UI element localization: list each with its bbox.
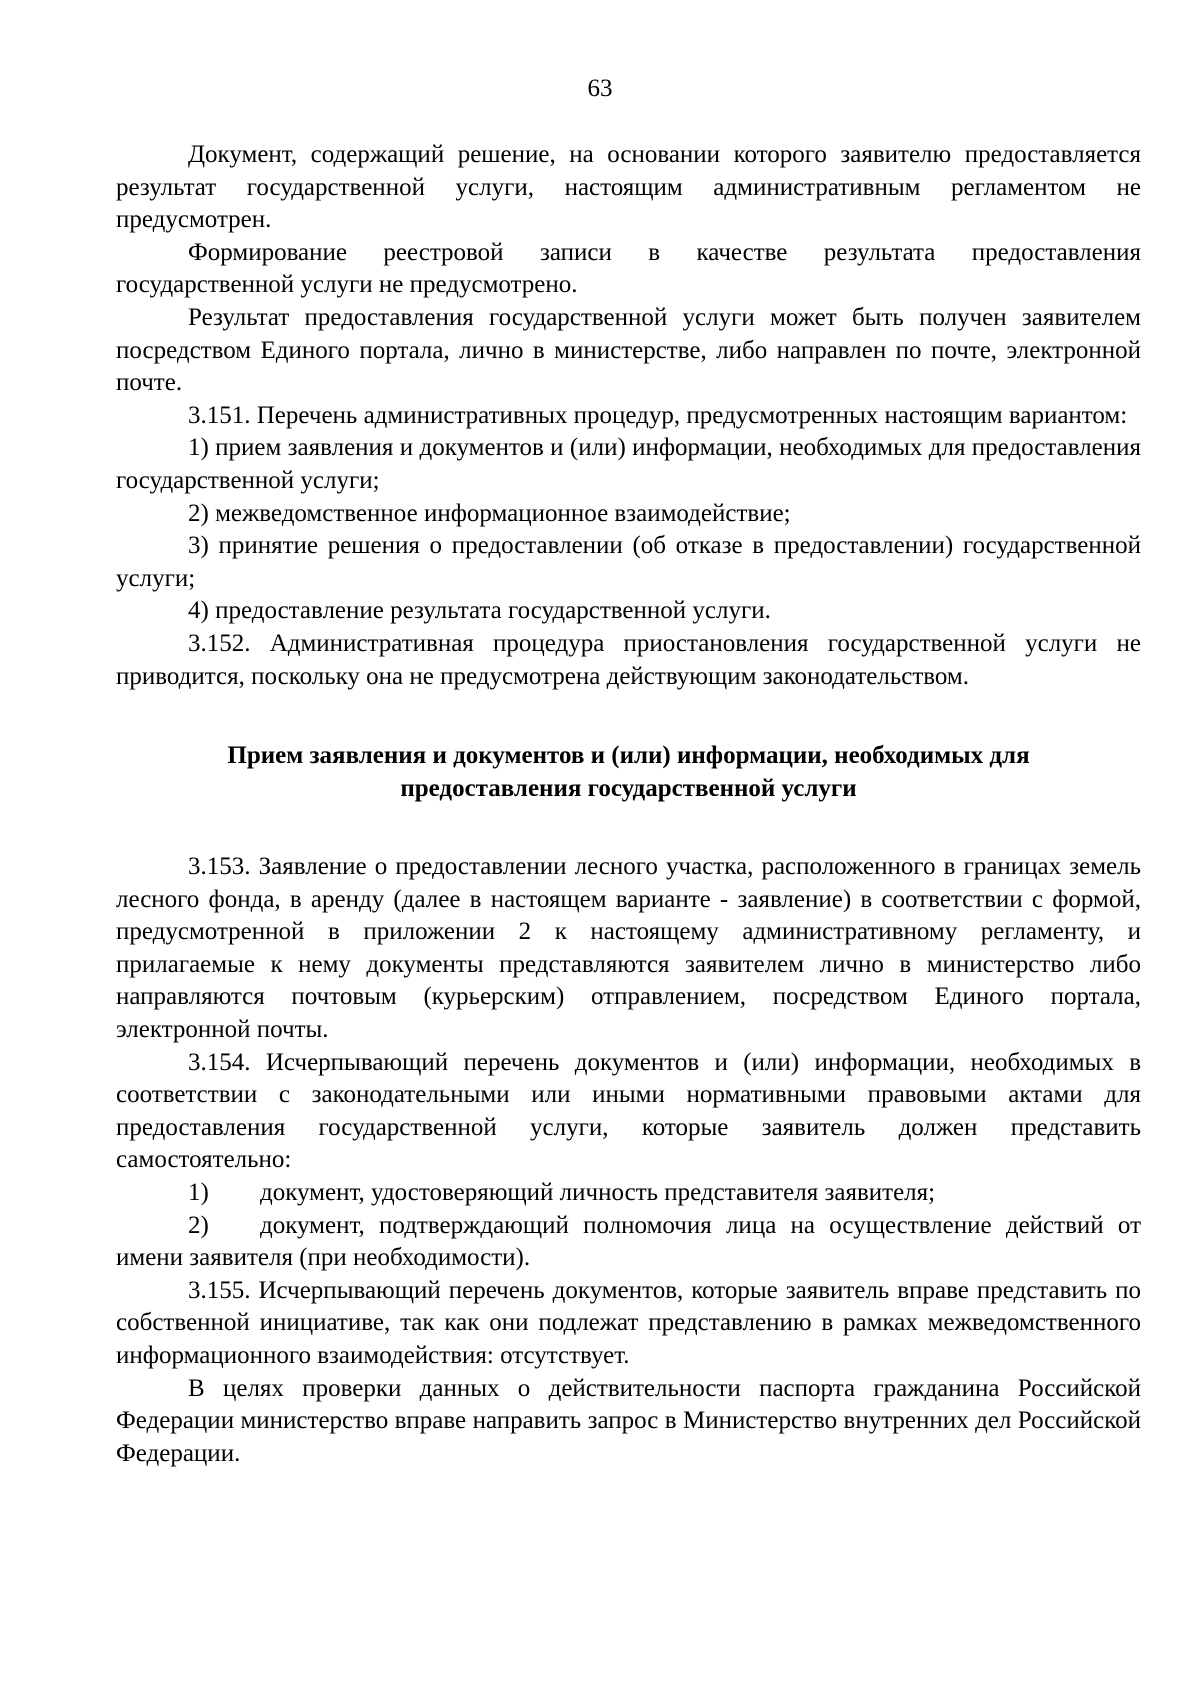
list-item-procedure-1: 1) прием заявления и документов и (или) информации, необходимых для предоставления государственной услуги;: [116, 434, 1141, 494]
list-item-text: документ, удостоверяющий личность представителя заявителя;: [260, 1179, 936, 1207]
paragraph-3-152: 3.152. Административная процедура приостановления государственной услуги не приводится, поскольку она не предусмотрена действующим законодательством.: [116, 629, 1141, 690]
list-item-document-2: [116, 1210, 1141, 1275]
list-item-number: 1): [188, 1179, 209, 1207]
paragraph-registry-record: Формирование реестровой записи в качестве результата предоставления государственной услуги не предусмотрено.: [116, 238, 1141, 299]
paragraph-3-151: 3.151. Перечень административных процедур, предусмотренных настоящим вариантом:: [188, 401, 1128, 429]
section-heading: [116, 739, 1141, 805]
paragraph-passport-check: В целях проверки данных о действительности паспорта гражданина Российской Федерации министерство вправе направить запрос в Министерство внутренних дел Российской Федерации.: [116, 1374, 1141, 1467]
list-item-text: документ, подтверждающий полномочия лица на осуществление действий от имени заявителя (при необходимости).: [116, 1211, 1141, 1272]
list-item-number: 2): [188, 1211, 209, 1239]
paragraph-result-delivery: Результат предоставления государственной услуги может быть получен заявителем посредством Единого портала, лично в министерстве, либо направлен по почте, электронной почте.: [116, 303, 1141, 397]
page-number: 63: [587, 75, 613, 102]
list-item-document-1: [116, 1177, 1141, 1210]
paragraph-3-154: 3.154. Исчерпывающий перечень документов и (или) информации, необходимых в соответствии с законодательными или иными нормативными правовыми актами для предоставления государственной услуги, которые заявитель должен представить самостоятельно:: [116, 1048, 1141, 1174]
section-heading-line-2: предоставления государственной услуги: [400, 775, 857, 803]
document-body: [116, 139, 1141, 1470]
paragraph-3-153: 3.153. Заявление о предоставлении лесного участка, расположенного в границах земель лесного фонда, в аренду (далее в настоящем варианте - заявление) в соответствии с формой, предусмотренной в приложении 2 к настоящему административному регламенту, и прилагаемые к нему документы представляются заявителем лично в министерство либо направляются почтовым (курьерским) отправлением, посредством Единого портала, электронной почты.: [116, 853, 1141, 1044]
list-item-procedure-2: 2) межведомственное информационное взаимодействие;: [188, 499, 791, 527]
list-item-procedure-4: 4) предоставление результата государственной услуги.: [188, 597, 771, 625]
list-item-procedure-3: 3) принятие решения о предоставлении (об отказе в предоставлении) государственной услуги;: [116, 532, 1141, 592]
paragraph-decision-document: Документ, содержащий решение, на основании которого заявителю предоставляется результат государственной услуги, настоящим административным регламентом не предусмотрен.: [116, 141, 1141, 234]
paragraph-3-155: 3.155. Исчерпывающий перечень документов, которые заявитель вправе представить по собственной инициативе, так как они подлежат представлению в рамках межведомственного информационного взаимодействия: отсутствует.: [116, 1276, 1141, 1369]
section-heading-line-1: Прием заявления и документов и (или) информации, необходимых для: [227, 742, 1030, 770]
